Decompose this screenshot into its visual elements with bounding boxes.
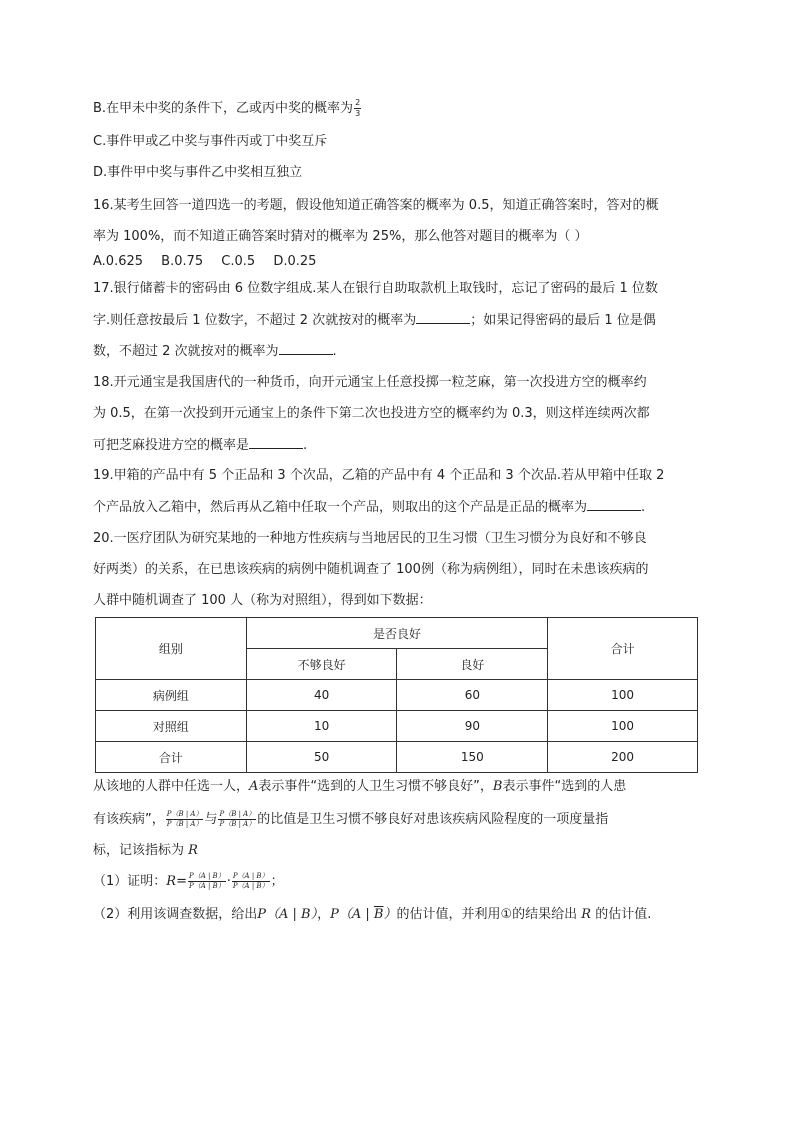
fraction-numerator: P（B | A） <box>166 810 203 818</box>
option-b <box>93 98 362 119</box>
var-b-bar: $\overline{B}$ <box>373 907 384 922</box>
header-bad: 不够良好 <box>246 649 397 680</box>
q20-after-line1 <box>93 778 626 796</box>
prob-expression: P（A | B） <box>257 907 318 922</box>
q19-line2-text-a: 个产品放入乙箱中，然后再从乙箱中任取一个产品，则取出的这个产品是正品的概率为 <box>93 500 588 515</box>
q19-line2 <box>93 498 645 517</box>
fraction-denominator: 3 <box>355 109 361 118</box>
prob-expression: ） <box>383 907 397 922</box>
fraction-numerator: P（A | B） <box>188 872 225 880</box>
answer-blank <box>249 436 303 449</box>
fraction-pb <box>166 810 204 829</box>
q17-line2 <box>93 311 656 330</box>
header-group: 组别 <box>96 618 247 680</box>
fraction-numerator: P（A | B） <box>232 872 269 880</box>
q16-choice-b: B.0.75 <box>161 254 204 269</box>
q19-line2-text-b: . <box>641 500 646 515</box>
table-row <box>96 711 698 742</box>
q20-line1: 20.一医疗团队为研究某地的一种地方性疾病与当地居民的卫生习惯（卫生习惯分为良好和不够良 <box>93 531 647 546</box>
row-label: 对照组 <box>96 711 247 742</box>
text: （1）证明： <box>93 874 167 889</box>
fraction-pa-bar <box>232 872 270 891</box>
text: 有该疾病”， <box>93 812 165 827</box>
q17-line2-text-a: 字.则任意按最后 1 位数字，不超过 2 次就按对的概率为 <box>93 313 417 328</box>
answer-blank <box>416 311 470 324</box>
cell-total: 100 <box>548 711 698 742</box>
text: 从该地的人群中任选一人， <box>93 779 250 794</box>
q19-line1: 19.甲箱的产品中有 5 个正品和 3 个次品，乙箱的产品中有 4 个正品和 3 个次品.若从甲箱中任取 2 <box>93 468 665 483</box>
q20-part2 <box>93 906 651 924</box>
fraction-pb-bar <box>218 810 256 829</box>
answer-blank <box>587 498 641 511</box>
text: ； <box>270 874 284 889</box>
q20-part1 <box>93 872 284 891</box>
q16-line1: 16.某考生回答一道四选一的考题，假设他知道正确答案的概率为 0.5，知道正确答案时，答对的概 <box>93 198 659 213</box>
cell-bad: 50 <box>246 742 397 773</box>
fraction-numerator: P（B | A） <box>219 810 256 818</box>
q20-line3: 人群中随机调查了 100 人（称为对照组），得到如下数据： <box>93 593 432 608</box>
prob-expression: P（A | <box>330 907 374 922</box>
cell-bad: 10 <box>246 711 397 742</box>
q20-after-line2 <box>93 810 608 829</box>
text: 的估计值. <box>591 907 652 922</box>
text: 的估计值，并利用①的结果给出 <box>396 907 582 922</box>
cell-good: 90 <box>397 711 548 742</box>
option-b-text: B.在甲未中奖的条件下，乙或丙中奖的概率为 <box>93 101 354 116</box>
text: 与 <box>204 812 218 827</box>
q17-line3 <box>93 342 337 361</box>
var-a: A <box>249 779 259 794</box>
text: ， <box>317 907 331 922</box>
text: 标，记该指标为 <box>93 843 189 858</box>
q16-choice-d: D.0.25 <box>273 254 317 269</box>
q18-line1: 18.开元通宝是我国唐代的一种货币，向开元通宝上任意投掷一粒芝麻，第一次投进方空的概率约 <box>93 375 647 390</box>
var-r: R <box>188 843 198 858</box>
option-d: D.事件甲中奖与事件乙中奖相互独立 <box>93 165 303 180</box>
q18-line3-text-a: 可把芝麻投进方空的概率是 <box>93 438 250 453</box>
header-total: 合计 <box>548 618 698 680</box>
text: 的比值是卫生习惯不够良好对患该疾病风险程度的一项度量指 <box>257 812 609 827</box>
q16-line2: 率为 100%，而不知道正确答案时猜对的概率为 25%，那么他答对题目的概率为（ ） <box>93 229 588 244</box>
text: 表示事件“选到的人患 <box>502 779 627 794</box>
option-c: C.事件甲或乙中奖与事件丙或丁中奖互斥 <box>93 134 328 149</box>
fraction-denominator: P（B | A） <box>166 820 203 828</box>
q16-choices <box>93 253 316 271</box>
fraction-denominator: P（A | B） <box>232 882 269 890</box>
dot-operator: · <box>226 874 231 889</box>
header-habit: 是否良好 <box>246 618 547 649</box>
cell-total: 100 <box>548 680 698 711</box>
text: （2）利用该调查数据，给出 <box>93 907 258 922</box>
q18-line3-text-b: . <box>303 438 308 453</box>
q17-line2-text-b: ；如果记得密码的最后 1 位是偶 <box>470 313 656 328</box>
header-good: 良好 <box>397 649 548 680</box>
row-label: 病例组 <box>96 680 247 711</box>
q17-line1: 17.银行储蓄卡的密码由 6 位数字组成.某人在银行自助取款机上取钱时，忘记了密码的最后 1 位数 <box>93 281 658 296</box>
table-row <box>96 680 698 711</box>
fraction-two-thirds <box>354 98 361 119</box>
q16-choice-a: A.0.625 <box>93 254 144 269</box>
cell-good: 150 <box>397 742 548 773</box>
table-row <box>96 742 698 773</box>
table-header-row <box>96 618 698 649</box>
row-label: 合计 <box>96 742 247 773</box>
q17-line3-text-a: 数，不超过 2 次就按对的概率为 <box>93 344 279 359</box>
q16-choice-c: C.0.5 <box>221 254 256 269</box>
survey-data-table <box>95 617 698 773</box>
q17-line3-text-b: . <box>332 344 337 359</box>
var-b: B <box>492 779 503 794</box>
var-r: R <box>581 907 592 922</box>
q20-after-line3 <box>93 842 198 860</box>
fraction-denominator: P（A | B） <box>188 882 225 890</box>
fraction-denominator: P（B | A） <box>219 820 256 828</box>
cell-bad: 40 <box>246 680 397 711</box>
q20-line2: 好两类）的关系，在已患该疾病的病例中随机调查了 100例（称为病例组），同时在未患该疾病的 <box>93 562 649 577</box>
q18-line3 <box>93 436 307 455</box>
cell-good: 60 <box>397 680 548 711</box>
fraction-numerator: 2 <box>355 98 361 107</box>
cell-total: 200 <box>548 742 698 773</box>
q18-line2: 为 0.5，在第一次投到开元通宝上的条件下第二次也投进方空的概率约为 0.3，则这样连续两次都 <box>93 406 650 421</box>
text: 表示事件“选到的人卫生习惯不够良好”， <box>258 779 493 794</box>
answer-blank <box>279 342 333 355</box>
var-r: R <box>166 874 177 889</box>
equals-sign: = <box>176 874 187 889</box>
fraction-pa <box>188 872 226 891</box>
